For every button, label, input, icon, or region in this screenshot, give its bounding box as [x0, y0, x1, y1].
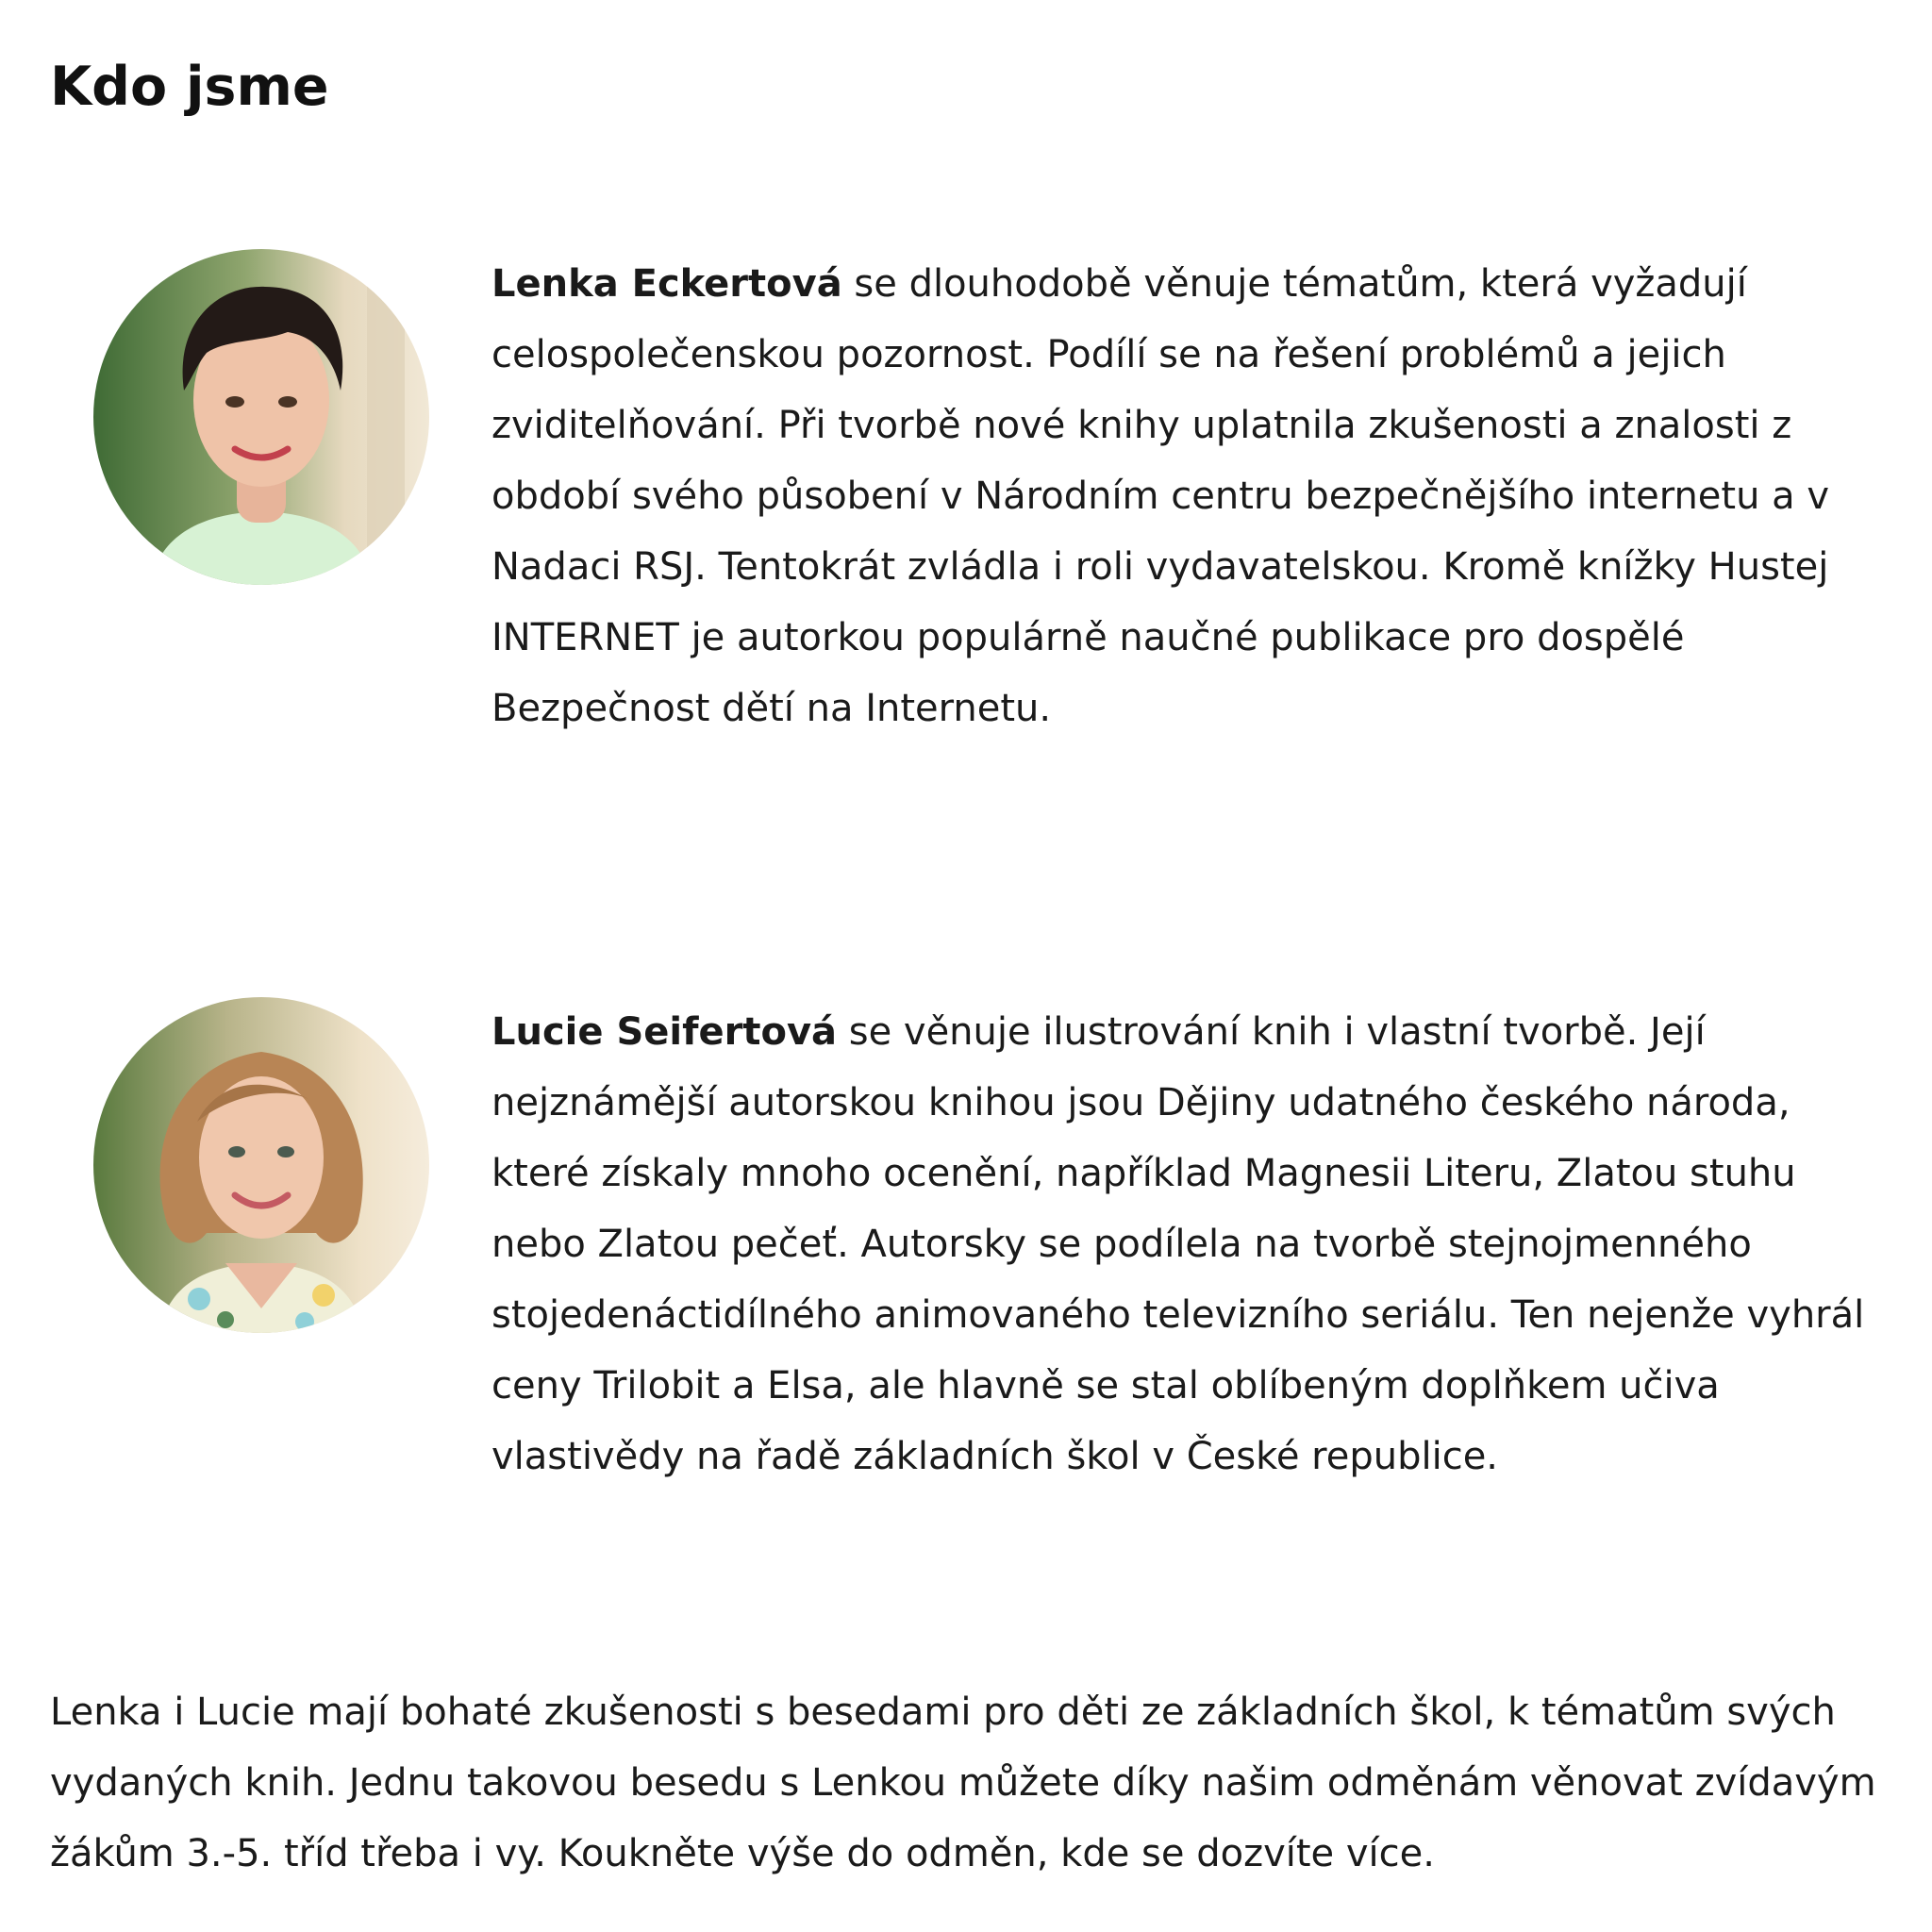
- avatar: [93, 997, 429, 1333]
- bio-text: se věnuje ilustrování knih i vlastní tvorbě. Její nejznámější autorskou knihou jsou Dějiny udatného českého národa, které získaly mnoho ocenění, například Magnesii Literu, Zlatou stuhu nebo Zlatou pečeť. Autorsky se podílela na tvorbě stejnojmenného stojedenáctidílného animovaného televizního seriálu. Ten nejenže vyhrál ceny Trilobit a Elsa, ale hlavně se stal oblíbeným doplňkem učiva vlastivědy na řadě základních škol v České republice.: [491, 1010, 1865, 1478]
- bio-lenka: [491, 249, 1888, 744]
- page-title: Kdo jsme: [50, 56, 329, 118]
- avatar: [93, 249, 429, 585]
- bio-lucie: [491, 997, 1888, 1492]
- portrait-lenka: [93, 249, 429, 585]
- person-name: Lenka Eckertová: [491, 262, 842, 306]
- footer-text: Lenka i Lucie mají bohaté zkušenosti s besedami pro děti ze základních škol, k tématům svých vydaných knih. Jednu takovou besedu s Lenkou můžete díky našim odměnám věnovat zvídavým žákům 3.-5. tříd třeba i vy. Koukněte výše do odměn, kde se dozvíte více.: [50, 1690, 1876, 1875]
- person-name: Lucie Seifertová: [491, 1010, 838, 1054]
- bio-text: se dlouhodobě věnuje tématům, která vyžadují celospolečenskou pozornost. Podílí se na řešení problémů a jejich zviditelňování. Při tvorbě nové knihy uplatnila zkušenosti a znalosti z období svého působení v Národním centru bezpečnějšího internetu a v Nadaci RSJ. Tentokrát zvládla i roli vydavatelskou. Kromě knížky Hustej INTERNET je autorkou populárně naučné publikace pro dospělé Bezpečnost dětí na Internetu.: [491, 262, 1830, 730]
- portrait-lucie: [93, 997, 429, 1333]
